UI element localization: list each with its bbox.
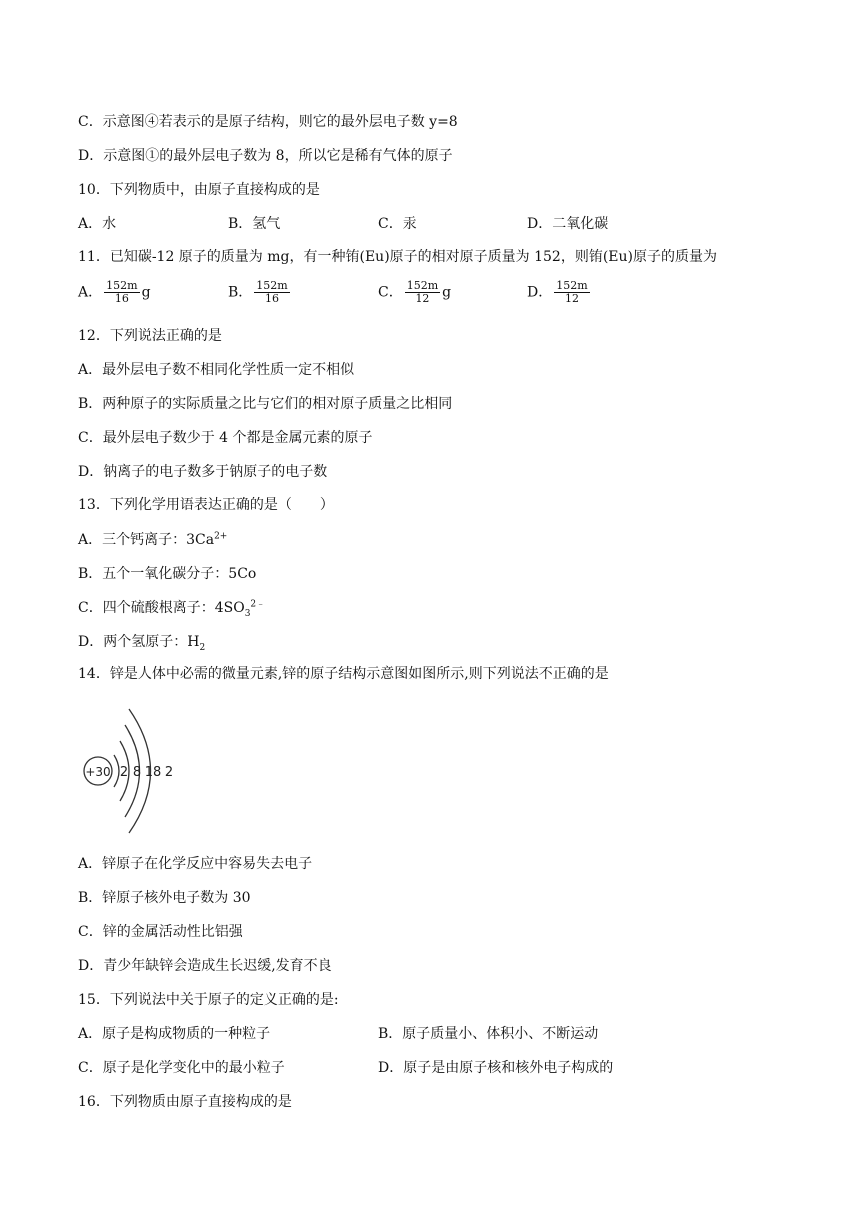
q13-stem: 13．下列化学用语表达正确的是（ ） <box>78 497 334 513</box>
ion-charge: 2+ <box>214 531 228 542</box>
q14-option-b: B．锌原子核外电子数为 30 <box>78 890 251 906</box>
q15-option-a: A．原子是构成物质的一种粒子 <box>78 1026 271 1042</box>
q10-option-c: C．汞 <box>378 216 417 232</box>
q11-option-c <box>378 280 451 305</box>
q12-option-c: C．最外层电子数少于 4 个都是金属元素的原子 <box>78 430 373 446</box>
q14-option-a: A．锌原子在化学反应中容易失去电子 <box>78 856 313 872</box>
q12-option-d: D．钠离子的电子数多于钠原子的电子数 <box>78 464 328 480</box>
nucleus-charge: +30 <box>85 765 111 779</box>
option-letter: B． <box>228 284 253 301</box>
fraction-numerator: 152m <box>256 279 288 292</box>
q11-option-b <box>228 280 292 305</box>
q15-option-c: C．原子是化学变化中的最小粒子 <box>78 1060 285 1076</box>
option-letter: D． <box>527 284 553 301</box>
q10-option-a: A．水 <box>78 216 117 232</box>
q15-option-b: B．原子质量小、体积小、不断运动 <box>378 1026 599 1042</box>
ion-charge: 2﹣ <box>250 599 266 610</box>
option-letter: A． <box>78 284 103 301</box>
q15-options-row-1 <box>78 1024 798 1044</box>
unit: g <box>141 284 151 301</box>
fraction-numerator: 152m <box>106 279 138 292</box>
q13-option-b: B．五个一氧化碳分子：5Co <box>78 566 257 582</box>
option-text: C．四个硫酸根离子：4SO <box>78 600 245 616</box>
option-text: A．三个钙离子：3Ca <box>78 532 215 548</box>
q14-option-d: D．青少年缺锌会造成生长迟缓,发育不良 <box>78 958 332 974</box>
q13-option-a <box>78 530 227 550</box>
option-letter: C． <box>378 284 403 301</box>
fraction-denominator: 16 <box>114 292 129 305</box>
q16-stem: 16．下列物质由原子直接构成的是 <box>78 1094 292 1110</box>
q14-option-c: C．锌的金属活动性比铝强 <box>78 924 243 940</box>
fraction <box>254 280 289 305</box>
q9-option-c: C．示意图④若表示的是原子结构，则它的最外层电子数 y=8 <box>78 114 458 130</box>
fraction-denominator: 12 <box>564 292 579 305</box>
q11-stem: 11．已知碳-12 原子的质量为 mg，有一种铕(Eu)原子的相对原子质量为 152，则铕(Eu)原子的质量为 <box>78 249 717 265</box>
q12-option-b: B．两种原子的实际质量之比与它们的相对原子质量之比相同 <box>78 396 453 412</box>
subscript: 2 <box>199 642 206 653</box>
q10-option-b: B．氢气 <box>228 216 281 232</box>
q10-stem: 10．下列物质中，由原子直接构成的是 <box>78 182 320 198</box>
q15-options-row-2 <box>78 1058 798 1078</box>
q13-option-c <box>78 598 265 618</box>
q10-options <box>78 214 798 234</box>
fraction-numerator: 152m <box>556 279 588 292</box>
fraction-denominator: 16 <box>265 292 280 305</box>
fraction-denominator: 12 <box>415 292 430 305</box>
q9-option-d: D．示意图①的最外层电子数为 8，所以它是稀有气体的原子 <box>78 148 453 164</box>
shell-electron-count: 18 <box>144 765 162 780</box>
q15-stem: 15．下列说法中关于原子的定义正确的是: <box>78 992 339 1008</box>
shell-electron-count: 2 <box>119 765 129 780</box>
q11-option-a <box>78 280 151 305</box>
shell-electron-count: 2 <box>164 765 174 780</box>
fraction <box>554 280 589 305</box>
q12-stem: 12．下列说法正确的是 <box>78 328 222 344</box>
q13-option-d <box>78 632 205 652</box>
electron-shell-arc <box>114 755 119 787</box>
q12-option-a: A．最外层电子数不相同化学性质一定不相似 <box>78 362 355 378</box>
q11-options <box>78 280 798 316</box>
q11-option-d <box>527 280 592 305</box>
subscript: 3 <box>244 608 251 619</box>
fraction-numerator: 152m <box>406 279 439 292</box>
shell-electron-count: 8 <box>132 765 142 780</box>
zinc-atom-structure-diagram <box>78 703 188 838</box>
q14-stem: 14．锌是人体中必需的微量元素,锌的原子结构示意图如图所示,则下列说法不正确的是 <box>78 666 609 682</box>
unit: g <box>442 284 452 301</box>
q10-option-d: D．二氧化碳 <box>527 216 609 232</box>
fraction <box>405 280 440 305</box>
fraction <box>104 280 139 305</box>
q15-option-d: D．原子是由原子核和核外电子构成的 <box>378 1060 614 1076</box>
option-text: D．两个氢原子：H <box>78 634 200 650</box>
